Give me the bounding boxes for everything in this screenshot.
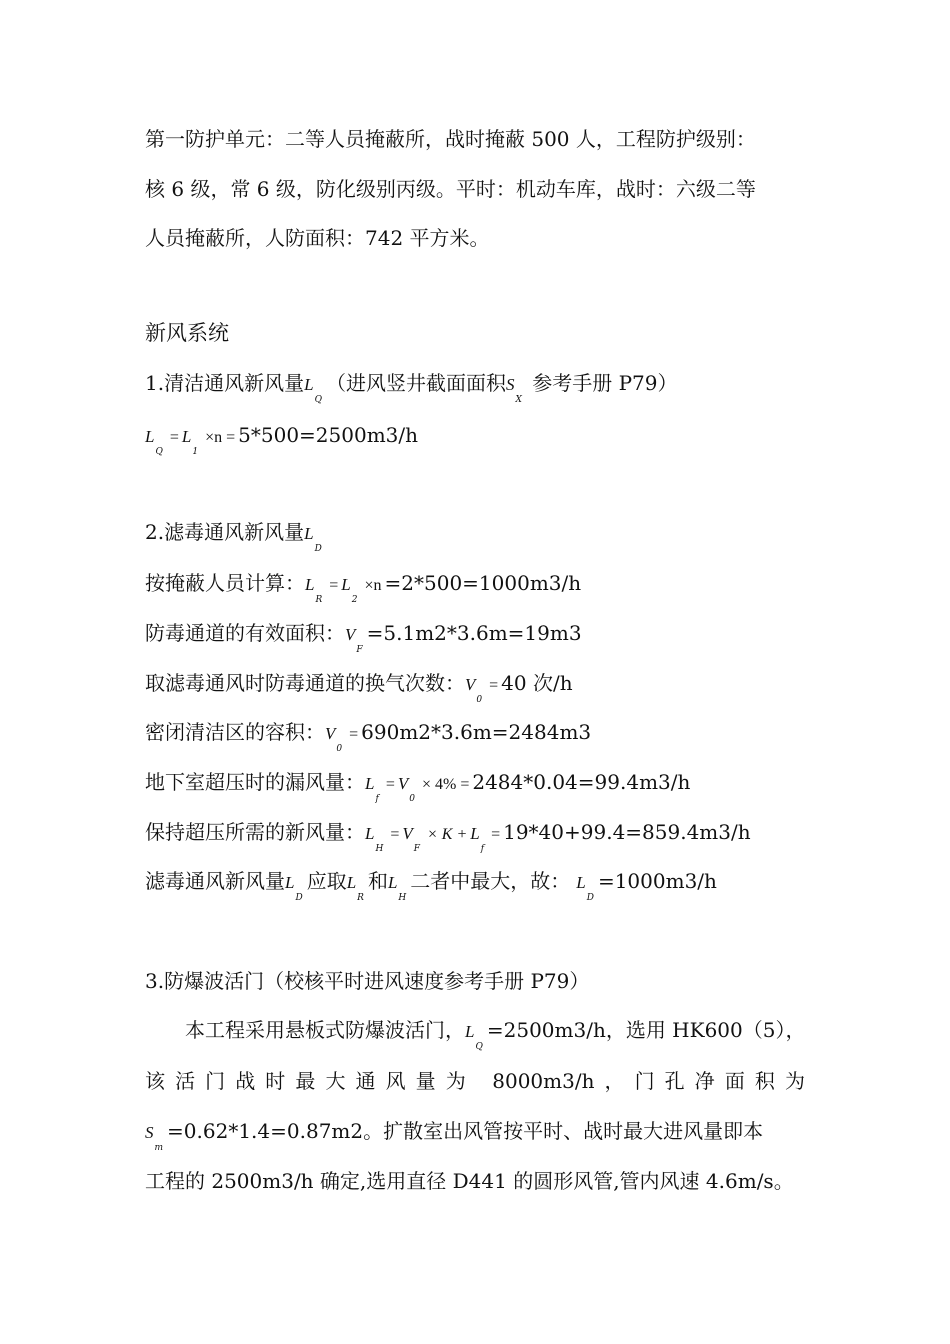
s3-para-line-1 [185,1015,805,1062]
intro-line-3: 人员掩蔽所，人防面积：742 平方米。 [145,226,490,250]
row-label: 密闭清洁区的容积： [145,720,325,744]
s1-title-paren: （进风竖井截面面积 [325,371,506,395]
intro-line-1: 第一防护单元：二等人员掩蔽所，战时掩蔽 500 人，工程防护级别： [145,127,756,151]
subscript-1: 1 [192,447,199,457]
percent-term: × 4% = [421,776,470,793]
subscript-0: 0 [409,794,415,804]
row-value: =2*500=1000m3/h [384,571,582,595]
s2-row-2 [145,618,582,665]
s3-para-line-2: 该活门战时最大通风量为 8000m3/h，门孔净面积为 [145,1069,805,1093]
symbol-L: L [387,873,398,892]
symbol-L: L [576,873,586,892]
row-label: 按掩蔽人员计算： [145,571,305,595]
subscript-X: X [515,395,522,405]
symbol-L: L [470,824,480,843]
subscript-R: R [357,893,364,903]
s2-row-3 [145,668,573,715]
row-text: 应取 [306,869,347,893]
s1-title-text: 1.清洁通风新风量 [145,371,305,395]
s1-equation [145,420,418,467]
equals-sign: = [329,577,339,594]
subscript-f: f [480,844,485,854]
subscript-m: m [154,1143,164,1153]
section-title: 新风系统 [145,321,229,345]
s3-para-line-4: 工程的 2500m3/h 确定,选用直径 D441 的圆形风管,管内风速 4.6m/s。 [145,1169,794,1193]
symbol-L: L [145,427,155,446]
subscript-H: H [375,844,384,854]
s3-para-line-3 [145,1116,763,1163]
subscript-Q: Q [475,1042,483,1052]
subscript-D: D [314,544,322,554]
symbol-L: L [304,375,314,394]
symbol-V: V [345,625,356,644]
para-text: 本工程采用悬板式防爆波活门， [185,1018,465,1042]
s2-title-text: 2.滤毒通风新风量 [145,520,305,544]
equals-sign: = [390,826,400,843]
row-value: 19*40+99.4=859.4m3/h [503,820,751,844]
symbol-L: L [365,824,375,843]
subscript-2: 2 [351,595,358,605]
row-value: =1000m3/h [597,869,717,893]
intro-line-2: 核 6 级，常 6 级，防化级别丙级。平时：机动车库，战时：六级二等 [145,177,756,201]
times-n: ×n = [205,429,236,446]
subscript-Q: Q [155,447,163,457]
row-value: 40 次/h [501,671,573,695]
subscript-0: 0 [336,744,343,754]
subscript-f: f [375,794,379,804]
row-text: 二者中最大，故： [410,869,571,893]
subscript-D: D [295,893,303,903]
symbol-V: V [402,824,413,843]
symbol-L: L [181,427,192,446]
row-label: 防毒通道的有效面积： [145,621,345,645]
equals-sign: = [349,726,359,743]
symbol-L: L [365,774,375,793]
k-term: × K + [427,826,468,843]
subscript-F: F [413,844,420,854]
s1-title-ref: 参考手册 P79） [525,371,678,395]
row-value: =5.1m2*3.6m=19m3 [366,621,582,645]
s2-row-5 [145,767,690,814]
s1-result: 5*500=2500m3/h [238,423,419,447]
subscript-0: 0 [476,695,483,705]
symbol-V: V [397,774,409,793]
s2-row-4 [145,717,591,764]
equals-sign: = [169,429,179,446]
equals-sign: = [489,677,499,694]
equals-sign: = [385,776,395,793]
row-label: 保持超压所需的新风量： [145,820,365,844]
s2-row-1 [145,568,581,615]
row-value: 690m2*3.6m=2484m3 [361,720,592,744]
subscript-F: F [356,645,363,655]
subscript-Q: Q [314,395,322,405]
row-label: 地下室超压时的漏风量： [145,770,365,794]
subscript-D: D [586,893,594,903]
symbol-V: V [465,675,476,694]
row-label: 取滤毒通风时防毒通道的换气次数： [145,671,465,695]
row-text: 和 [367,869,388,893]
s2-row-6 [145,817,751,864]
s3-title: 3.防爆波活门（校核平时进风速度参考手册 P79） [145,969,590,993]
para-text: =2500m3/h，选用 HK600（5）， [486,1018,806,1042]
row-text: 滤毒通风新风量 [145,869,285,893]
row-value: 2484*0.04=99.4m3/h [472,770,691,794]
subscript-R: R [315,595,323,605]
symbol-L: L [305,575,315,594]
subscript-H: H [398,893,407,903]
symbol-S: S [505,375,515,394]
para-text: =0.62*1.4=0.87m2。扩散室出风管按平时、战时最大进风量即本 [167,1119,764,1143]
symbol-V: V [325,724,336,743]
symbol-L: L [346,873,357,892]
symbol-L: L [465,1022,475,1041]
symbol-L: L [285,873,295,892]
s1-title [145,368,678,415]
equals-sign: = [491,826,501,843]
symbol-S: S [145,1123,154,1142]
symbol-L: L [341,575,351,594]
s2-title [145,517,326,564]
symbol-L: L [304,524,314,543]
s2-row-7 [145,866,717,913]
times-n: ×n [364,577,382,594]
